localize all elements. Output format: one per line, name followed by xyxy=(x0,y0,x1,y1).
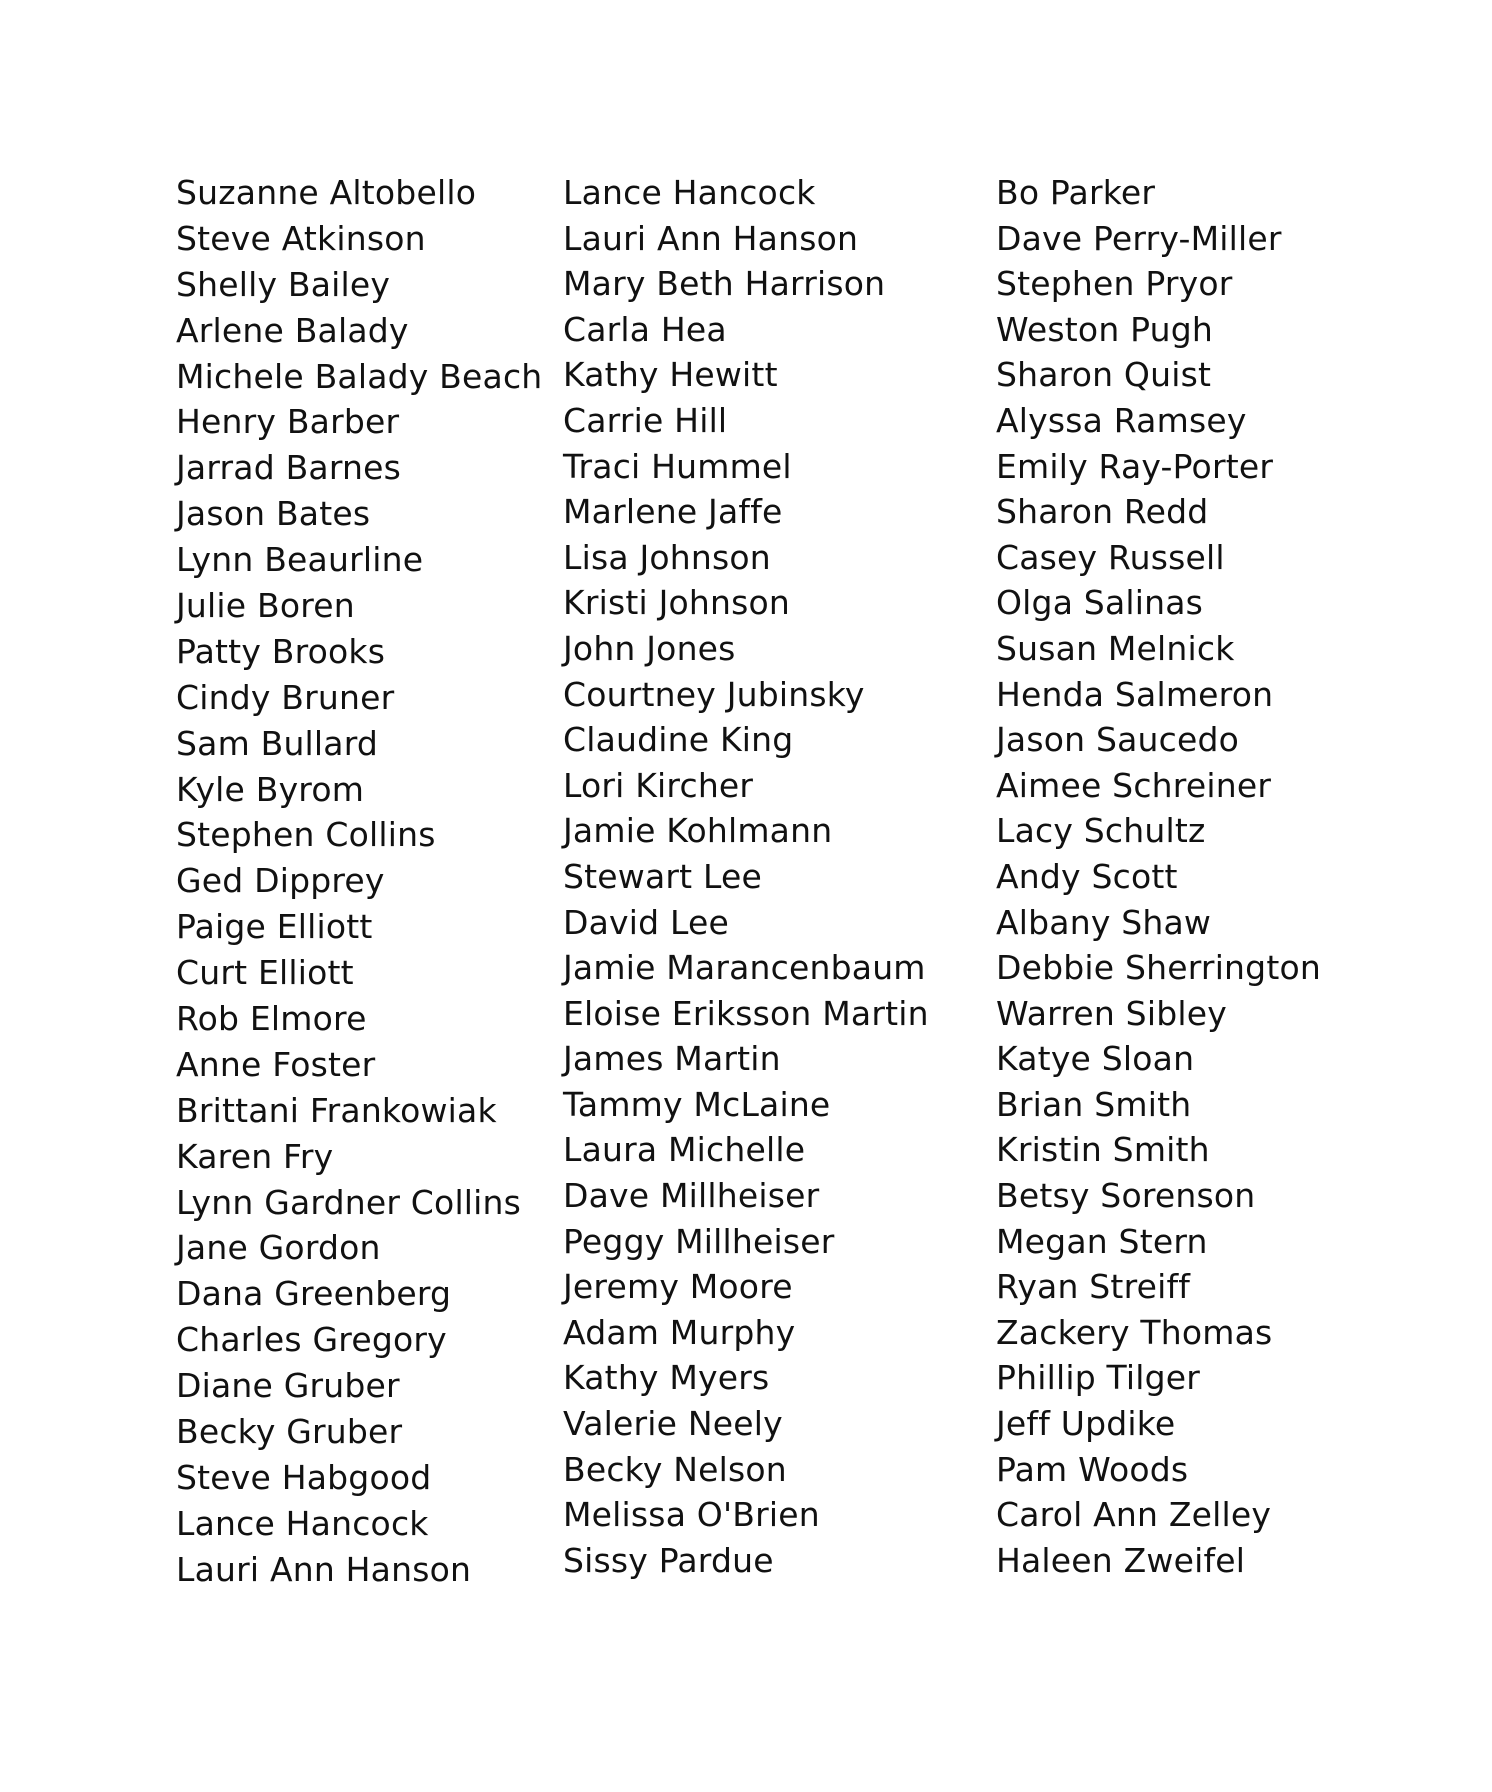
name-entry: Suzanne Altobello xyxy=(176,173,477,212)
name-entry: Traci Hummel xyxy=(563,446,792,486)
name-entry: Cindy Bruner xyxy=(176,677,395,717)
name-entry: Katye Sloan xyxy=(996,1039,1195,1079)
name-entry: Lynn Gardner Collins xyxy=(176,1182,522,1222)
name-entry: Stephen Pryor xyxy=(996,264,1233,304)
name-column-1 xyxy=(176,170,542,1593)
name-entry: Jane Gordon xyxy=(176,1228,381,1268)
name-entry: Lisa Johnson xyxy=(563,537,771,577)
name-entry: Bo Parker xyxy=(996,173,1156,212)
name-entry: Lance Hancock xyxy=(176,1503,429,1543)
name-entry: Henda Salmeron xyxy=(996,674,1274,714)
name-entry: Kristi Johnson xyxy=(563,583,791,623)
name-entry: Sissy Pardue xyxy=(563,1540,774,1580)
name-entry: Alyssa Ramsey xyxy=(996,400,1247,440)
name-column-2 xyxy=(563,170,929,1583)
name-entry: Adam Murphy xyxy=(563,1312,796,1352)
name-entry: Arlene Balady xyxy=(176,310,409,350)
name-entry: Warren Sibley xyxy=(996,993,1227,1033)
name-entry: Becky Nelson xyxy=(563,1449,787,1489)
name-entry: Jeff Updike xyxy=(996,1404,1176,1444)
name-entry: James Martin xyxy=(563,1039,781,1079)
name-entry: Jarrad Barnes xyxy=(176,448,402,488)
name-entry: Courtney Jubinsky xyxy=(563,674,865,714)
name-entry: Aimee Schreiner xyxy=(996,765,1272,805)
name-entry: Debbie Sherrington xyxy=(996,948,1321,988)
name-entry: Dana Greenberg xyxy=(176,1274,452,1314)
name-entry: Jeremy Moore xyxy=(563,1267,793,1307)
name-entry: Susan Melnick xyxy=(996,628,1235,668)
name-entry: Steve Atkinson xyxy=(176,218,426,258)
name-entry: Anne Foster xyxy=(176,1044,376,1084)
name-entry: Henry Barber xyxy=(176,402,400,442)
name-entry: Peggy Millheiser xyxy=(563,1221,835,1261)
name-entry: Jamie Kohlmann xyxy=(563,811,833,851)
name-entry: Valerie Neely xyxy=(563,1404,783,1444)
name-entry: Emily Ray-Porter xyxy=(996,446,1274,486)
name-entry: Dave Millheiser xyxy=(563,1176,820,1216)
name-column-3 xyxy=(996,170,1321,1583)
name-entry: Kathy Hewitt xyxy=(563,355,778,395)
name-entry: Diane Gruber xyxy=(176,1366,400,1406)
name-entry: Laura Michelle xyxy=(563,1130,806,1170)
name-entry: Steve Habgood xyxy=(176,1457,432,1497)
name-entry: Phillip Tilger xyxy=(996,1358,1201,1398)
name-entry: David Lee xyxy=(563,902,729,942)
name-entry: Sam Bullard xyxy=(176,723,379,763)
name-entry: Eloise Eriksson Martin xyxy=(563,993,929,1033)
name-entry: Jamie Marancenbaum xyxy=(563,948,926,988)
name-entry: Megan Stern xyxy=(996,1221,1208,1261)
name-entry: Sharon Quist xyxy=(996,355,1212,395)
name-entry: Carrie Hill xyxy=(563,400,728,440)
name-entry: Brittani Frankowiak xyxy=(176,1090,497,1130)
name-entry: Claudine King xyxy=(563,720,794,760)
name-entry: Dave Perry-Miller xyxy=(996,218,1282,258)
name-entry: Melissa O'Brien xyxy=(563,1495,820,1535)
name-entry: Lauri Ann Hanson xyxy=(563,218,859,258)
name-entry: Brian Smith xyxy=(996,1084,1192,1124)
name-entry: Sharon Redd xyxy=(996,492,1209,532)
name-entry: Weston Pugh xyxy=(996,309,1214,349)
name-entry: Carol Ann Zelley xyxy=(996,1495,1272,1535)
name-entry: Lacy Schultz xyxy=(996,811,1206,851)
name-entry: Ged Dipprey xyxy=(176,861,385,901)
name-entry: Rob Elmore xyxy=(176,999,367,1039)
name-entry: Mary Beth Harrison xyxy=(563,264,886,304)
name-entry: Haleen Zweifel xyxy=(996,1540,1246,1580)
name-entry: Curt Elliott xyxy=(176,953,354,993)
name-entry: Kyle Byrom xyxy=(176,769,365,809)
name-entry: Stephen Collins xyxy=(176,815,436,855)
name-entry: Olga Salinas xyxy=(996,583,1204,623)
name-entry: Kristin Smith xyxy=(996,1130,1210,1170)
name-entry: Lauri Ann Hanson xyxy=(176,1549,472,1589)
name-entry: Charles Gregory xyxy=(176,1320,447,1360)
name-entry: Marlene Jaffe xyxy=(563,492,783,532)
name-entry: Patty Brooks xyxy=(176,631,386,671)
name-entry: Betsy Sorenson xyxy=(996,1176,1256,1216)
name-entry: Lori Kircher xyxy=(563,765,754,805)
name-entry: Tammy McLaine xyxy=(563,1084,831,1124)
name-entry: Shelly Bailey xyxy=(176,264,391,304)
name-entry: Becky Gruber xyxy=(176,1412,403,1452)
name-entry: Karen Fry xyxy=(176,1136,334,1176)
name-entry: Pam Woods xyxy=(996,1449,1189,1489)
name-entry: Kathy Myers xyxy=(563,1358,770,1398)
name-entry: Jason Bates xyxy=(176,494,371,534)
name-entry: Stewart Lee xyxy=(563,856,763,896)
name-entry: Andy Scott xyxy=(996,856,1178,896)
name-entry: Michele Balady Beach xyxy=(176,356,543,396)
name-entry: Paige Elliott xyxy=(176,907,373,947)
name-entry: Albany Shaw xyxy=(996,902,1212,942)
name-entry: Ryan Streiff xyxy=(996,1267,1191,1307)
name-entry: Casey Russell xyxy=(996,537,1225,577)
name-entry: Carla Hea xyxy=(563,309,727,349)
name-entry: John Jones xyxy=(563,628,736,668)
name-entry: Jason Saucedo xyxy=(996,720,1240,760)
name-entry: Zackery Thomas xyxy=(996,1312,1273,1352)
name-entry: Lance Hancock xyxy=(563,173,816,212)
name-entry: Lynn Beaurline xyxy=(176,540,424,580)
name-entry: Julie Boren xyxy=(176,586,355,626)
